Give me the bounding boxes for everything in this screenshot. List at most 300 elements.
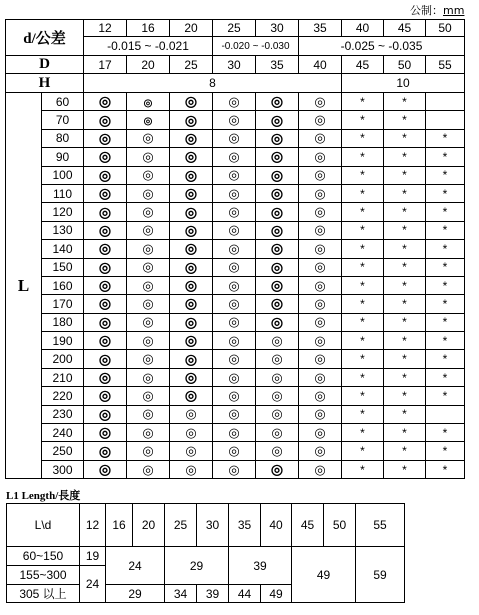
availability-cell <box>127 276 170 294</box>
small-double-circle-icon: ◎ <box>143 116 153 128</box>
D-value-cell: 20 <box>127 56 170 74</box>
availability-cell <box>127 129 170 147</box>
double-circle-icon: ◎ <box>314 93 326 109</box>
asterisk-icon: * <box>442 352 448 367</box>
availability-cell <box>299 276 342 294</box>
double-circle-icon: ◎ <box>142 240 154 256</box>
length-value-cell: 240 <box>42 424 84 442</box>
asterisk-icon: * <box>360 186 365 201</box>
double-circle-icon: ◎ <box>185 424 197 440</box>
double-circle-icon: ◎ <box>228 369 240 385</box>
asterisk-icon: * <box>402 94 407 109</box>
asterisk-icon: * <box>442 444 448 459</box>
d-value-cell: 20 <box>170 20 213 37</box>
asterisk-icon: * <box>360 205 365 220</box>
availability-cell <box>299 221 342 239</box>
availability-cell <box>299 387 342 405</box>
bold-double-circle-icon: ◎ <box>98 148 112 165</box>
availability-cell <box>426 460 465 478</box>
availability-cell <box>299 203 342 221</box>
length-value-cell: 80 <box>42 129 84 147</box>
asterisk-icon: * <box>360 94 365 109</box>
availability-cell <box>299 295 342 313</box>
asterisk-icon: * <box>360 425 365 440</box>
asterisk-icon: * <box>402 278 407 293</box>
l1-d-cell: 25 <box>165 504 197 547</box>
availability-cell <box>384 111 426 129</box>
length-row <box>6 129 465 147</box>
availability-cell <box>84 184 127 202</box>
double-circle-icon: ◎ <box>228 351 240 367</box>
asterisk-icon: * <box>402 333 407 348</box>
availability-cell <box>213 313 256 331</box>
bold-double-circle-icon: ◎ <box>270 111 284 128</box>
length-value-cell: 300 <box>42 460 84 478</box>
l1-value-cell: 39 <box>197 585 229 603</box>
availability-cell <box>384 442 426 460</box>
asterisk-icon: * <box>360 149 365 164</box>
double-circle-icon: ◎ <box>142 461 154 477</box>
availability-cell <box>256 203 299 221</box>
D-label: D <box>6 56 84 74</box>
double-circle-icon: ◎ <box>142 259 154 275</box>
availability-cell <box>299 111 342 129</box>
availability-cell <box>84 276 127 294</box>
availability-cell <box>299 184 342 202</box>
l1-value-cell: 44 <box>229 585 261 603</box>
availability-cell <box>384 387 426 405</box>
asterisk-icon: * <box>442 315 448 330</box>
bold-double-circle-icon: ◎ <box>98 461 112 477</box>
D-value-cell: 17 <box>84 56 127 74</box>
availability-cell <box>256 184 299 202</box>
double-circle-icon: ◎ <box>314 112 326 128</box>
bold-double-circle-icon: ◎ <box>98 221 112 238</box>
availability-cell <box>213 350 256 368</box>
l1-d-cell: 16 <box>106 504 133 547</box>
bold-double-circle-icon: ◎ <box>98 277 112 294</box>
availability-cell <box>256 221 299 239</box>
bold-double-circle-icon: ◎ <box>98 332 112 349</box>
availability-cell <box>84 332 127 350</box>
availability-cell <box>384 368 426 386</box>
availability-cell <box>426 166 465 184</box>
bold-double-circle-icon: ◎ <box>184 185 198 202</box>
double-circle-icon: ◎ <box>271 387 283 403</box>
asterisk-icon: * <box>402 352 407 367</box>
bold-double-circle-icon: ◎ <box>98 387 112 404</box>
availability-cell <box>342 424 384 442</box>
availability-cell <box>426 387 465 405</box>
double-circle-icon: ◎ <box>271 369 283 385</box>
availability-cell <box>127 313 170 331</box>
availability-cell <box>299 93 342 111</box>
availability-cell <box>170 405 213 423</box>
double-circle-icon: ◎ <box>228 424 240 440</box>
availability-cell <box>342 295 384 313</box>
availability-cell <box>426 184 465 202</box>
availability-cell <box>170 424 213 442</box>
availability-cell <box>426 295 465 313</box>
availability-cell <box>213 221 256 239</box>
double-circle-icon: ◎ <box>271 351 283 367</box>
double-circle-icon: ◎ <box>314 461 326 477</box>
bold-double-circle-icon: ◎ <box>270 148 284 165</box>
availability-cell <box>170 368 213 386</box>
length-value-cell: 230 <box>42 405 84 423</box>
availability-cell <box>299 442 342 460</box>
double-circle-icon: ◎ <box>142 204 154 220</box>
availability-cell <box>170 129 213 147</box>
availability-cell <box>426 111 465 129</box>
bold-double-circle-icon: ◎ <box>98 369 112 386</box>
availability-cell <box>299 368 342 386</box>
length-value-cell: 90 <box>42 148 84 166</box>
availability-cell <box>127 93 170 111</box>
bold-double-circle-icon: ◎ <box>98 295 112 312</box>
double-circle-icon: ◎ <box>142 443 154 459</box>
availability-cell <box>342 405 384 423</box>
asterisk-icon: * <box>402 260 407 275</box>
double-circle-icon: ◎ <box>314 204 326 220</box>
availability-cell <box>299 332 342 350</box>
availability-cell <box>213 111 256 129</box>
l1-d-cell: 30 <box>197 504 229 547</box>
double-circle-icon: ◎ <box>142 332 154 348</box>
availability-cell <box>170 111 213 129</box>
availability-cell <box>127 221 170 239</box>
bold-double-circle-icon: ◎ <box>184 148 198 165</box>
d-value-cell: 30 <box>256 20 299 37</box>
bold-double-circle-icon: ◎ <box>98 442 112 459</box>
availability-cell <box>127 350 170 368</box>
l1-range-cell: 155~300 <box>7 566 80 585</box>
bold-double-circle-icon: ◎ <box>184 93 198 110</box>
availability-cell <box>342 148 384 166</box>
length-row <box>6 93 465 111</box>
availability-cell <box>170 387 213 405</box>
availability-cell <box>84 203 127 221</box>
double-circle-icon: ◎ <box>314 240 326 256</box>
l1-d-cell: 20 <box>133 504 165 547</box>
bold-double-circle-icon: ◎ <box>98 203 112 220</box>
asterisk-icon: * <box>360 388 365 403</box>
availability-cell <box>127 111 170 129</box>
bold-double-circle-icon: ◎ <box>270 461 284 477</box>
D-value-cell: 50 <box>384 56 426 74</box>
length-value-cell: 140 <box>42 240 84 258</box>
l1-value-cell: 29 <box>165 547 229 585</box>
availability-cell <box>426 368 465 386</box>
asterisk-icon: * <box>442 168 448 183</box>
length-value-cell: 190 <box>42 332 84 350</box>
availability-cell <box>342 203 384 221</box>
l1-value-cell: 39 <box>229 547 292 585</box>
double-circle-icon: ◎ <box>314 332 326 348</box>
availability-cell <box>170 148 213 166</box>
availability-cell <box>213 240 256 258</box>
l1-table <box>6 503 405 603</box>
availability-cell <box>213 368 256 386</box>
availability-cell <box>299 166 342 184</box>
length-row <box>6 295 465 313</box>
availability-cell <box>342 368 384 386</box>
double-circle-icon: ◎ <box>142 295 154 311</box>
l1-value-cell: 34 <box>165 585 197 603</box>
length-value-cell: 200 <box>42 350 84 368</box>
d-value-cell: 25 <box>213 20 256 37</box>
availability-cell <box>127 368 170 386</box>
length-value-cell: 150 <box>42 258 84 276</box>
l1-value-cell: 24 <box>106 547 165 585</box>
length-value-cell: 170 <box>42 295 84 313</box>
asterisk-icon: * <box>442 462 448 477</box>
availability-cell <box>84 405 127 423</box>
double-circle-icon: ◎ <box>314 369 326 385</box>
double-circle-icon: ◎ <box>314 351 326 367</box>
availability-cell <box>127 166 170 184</box>
availability-cell <box>127 258 170 276</box>
bold-double-circle-icon: ◎ <box>270 93 284 110</box>
availability-cell <box>384 350 426 368</box>
availability-cell <box>84 148 127 166</box>
length-value-cell: 180 <box>42 313 84 331</box>
availability-cell <box>299 129 342 147</box>
double-circle-icon: ◎ <box>228 130 240 146</box>
D-value-cell: 30 <box>213 56 256 74</box>
double-circle-icon: ◎ <box>228 93 240 109</box>
availability-cell <box>127 184 170 202</box>
l1-d-cell: 50 <box>324 504 356 547</box>
availability-cell <box>84 258 127 276</box>
availability-cell <box>299 258 342 276</box>
l1-d-cell: 55 <box>356 504 405 547</box>
availability-cell <box>170 221 213 239</box>
availability-cell <box>384 295 426 313</box>
availability-cell <box>342 129 384 147</box>
asterisk-icon: * <box>402 241 407 256</box>
length-row <box>6 460 465 478</box>
availability-cell <box>256 442 299 460</box>
availability-cell <box>170 166 213 184</box>
availability-cell <box>213 129 256 147</box>
availability-cell <box>127 203 170 221</box>
availability-cell <box>213 166 256 184</box>
availability-cell <box>426 424 465 442</box>
D-value-cell: 35 <box>256 56 299 74</box>
bold-double-circle-icon: ◎ <box>98 166 112 183</box>
asterisk-icon: * <box>442 333 448 348</box>
bold-double-circle-icon: ◎ <box>184 203 198 220</box>
double-circle-icon: ◎ <box>314 295 326 311</box>
availability-cell <box>84 387 127 405</box>
asterisk-icon: * <box>360 352 365 367</box>
availability-cell <box>127 332 170 350</box>
availability-cell <box>256 387 299 405</box>
double-circle-icon: ◎ <box>314 314 326 330</box>
availability-cell <box>84 313 127 331</box>
availability-cell <box>170 276 213 294</box>
asterisk-icon: * <box>442 223 448 238</box>
availability-cell <box>213 258 256 276</box>
asterisk-icon: * <box>402 223 407 238</box>
double-circle-icon: ◎ <box>142 148 154 164</box>
length-value-cell: 60 <box>42 93 84 111</box>
availability-cell <box>426 276 465 294</box>
availability-cell <box>384 332 426 350</box>
asterisk-icon: * <box>402 205 407 220</box>
availability-cell <box>384 221 426 239</box>
asterisk-icon: * <box>360 223 365 238</box>
D-value-cell: 45 <box>342 56 384 74</box>
availability-cell <box>384 166 426 184</box>
availability-cell <box>384 203 426 221</box>
double-circle-icon: ◎ <box>185 406 197 422</box>
bold-double-circle-icon: ◎ <box>270 166 284 183</box>
bold-double-circle-icon: ◎ <box>184 332 198 349</box>
length-row <box>6 442 465 460</box>
l1-d-cell: 40 <box>261 504 292 547</box>
asterisk-icon: * <box>360 370 365 385</box>
double-circle-icon: ◎ <box>314 443 326 459</box>
double-circle-icon: ◎ <box>228 112 240 128</box>
availability-cell <box>256 405 299 423</box>
length-value-cell: 250 <box>42 442 84 460</box>
asterisk-icon: * <box>360 407 365 422</box>
availability-cell <box>213 424 256 442</box>
length-row <box>6 368 465 386</box>
double-circle-icon: ◎ <box>142 387 154 403</box>
availability-cell <box>213 442 256 460</box>
double-circle-icon: ◎ <box>228 148 240 164</box>
bold-double-circle-icon: ◎ <box>184 111 198 128</box>
H-value-cell: 10 <box>342 74 465 93</box>
availability-cell <box>256 258 299 276</box>
availability-cell <box>256 424 299 442</box>
availability-cell <box>127 460 170 478</box>
asterisk-icon: * <box>360 260 365 275</box>
asterisk-icon: * <box>360 241 365 256</box>
availability-cell <box>342 350 384 368</box>
availability-cell <box>426 148 465 166</box>
double-circle-icon: ◎ <box>185 443 197 459</box>
availability-cell <box>384 313 426 331</box>
asterisk-icon: * <box>402 462 407 477</box>
length-row <box>6 203 465 221</box>
length-value-cell: 70 <box>42 111 84 129</box>
asterisk-icon: * <box>402 149 407 164</box>
double-circle-icon: ◎ <box>271 443 283 459</box>
availability-cell <box>213 203 256 221</box>
asterisk-icon: * <box>442 388 448 403</box>
availability-cell <box>256 332 299 350</box>
double-circle-icon: ◎ <box>142 222 154 238</box>
length-row <box>6 166 465 184</box>
availability-cell <box>426 332 465 350</box>
availability-cell <box>342 258 384 276</box>
availability-cell <box>213 148 256 166</box>
tolerance-cell: -0.015 ~ -0.021 <box>84 37 213 56</box>
availability-cell <box>170 350 213 368</box>
l1-title: L1 Length/長度 <box>6 490 81 502</box>
availability-cell <box>342 93 384 111</box>
availability-cell <box>213 184 256 202</box>
bold-double-circle-icon: ◎ <box>98 185 112 202</box>
double-circle-icon: ◎ <box>314 259 326 275</box>
bold-double-circle-icon: ◎ <box>98 405 112 422</box>
spec-table <box>5 19 465 479</box>
double-circle-icon: ◎ <box>142 424 154 440</box>
double-circle-icon: ◎ <box>314 130 326 146</box>
bold-double-circle-icon: ◎ <box>184 277 198 294</box>
availability-cell <box>256 166 299 184</box>
double-circle-icon: ◎ <box>314 406 326 422</box>
D-value-cell: 40 <box>299 56 342 74</box>
bold-double-circle-icon: ◎ <box>98 129 112 146</box>
availability-cell <box>426 221 465 239</box>
availability-cell <box>213 295 256 313</box>
availability-cell <box>127 424 170 442</box>
asterisk-icon: * <box>442 205 448 220</box>
availability-cell <box>213 460 256 478</box>
double-circle-icon: ◎ <box>228 332 240 348</box>
availability-cell <box>256 368 299 386</box>
asterisk-icon: * <box>360 296 365 311</box>
asterisk-icon: * <box>442 370 448 385</box>
length-row <box>6 405 465 423</box>
double-circle-icon: ◎ <box>142 185 154 201</box>
availability-cell <box>170 184 213 202</box>
asterisk-icon: * <box>402 315 407 330</box>
availability-cell <box>127 405 170 423</box>
bold-double-circle-icon: ◎ <box>270 313 284 330</box>
double-circle-icon: ◎ <box>228 387 240 403</box>
asterisk-icon: * <box>442 149 448 164</box>
availability-cell <box>84 221 127 239</box>
length-row <box>6 240 465 258</box>
availability-cell <box>299 313 342 331</box>
d-value-cell: 50 <box>426 20 465 37</box>
l1-range-cell: 60~150 <box>7 547 80 566</box>
l1-corner: L\d <box>7 504 80 547</box>
length-row <box>6 184 465 202</box>
availability-cell <box>426 405 465 423</box>
double-circle-icon: ◎ <box>314 167 326 183</box>
small-double-circle-icon: ◎ <box>143 97 153 109</box>
asterisk-icon: * <box>402 186 407 201</box>
availability-cell <box>127 148 170 166</box>
asterisk-icon: * <box>360 278 365 293</box>
availability-cell <box>256 129 299 147</box>
double-circle-icon: ◎ <box>142 351 154 367</box>
double-circle-icon: ◎ <box>314 222 326 238</box>
double-circle-icon: ◎ <box>228 277 240 293</box>
availability-cell <box>384 424 426 442</box>
D-value-cell: 25 <box>170 56 213 74</box>
availability-cell <box>426 240 465 258</box>
availability-cell <box>426 129 465 147</box>
bold-double-circle-icon: ◎ <box>184 166 198 183</box>
availability-cell <box>384 93 426 111</box>
double-circle-icon: ◎ <box>228 295 240 311</box>
l1-value-cell: 59 <box>356 547 405 603</box>
bold-double-circle-icon: ◎ <box>184 258 198 275</box>
bold-double-circle-icon: ◎ <box>184 295 198 312</box>
availability-cell <box>84 295 127 313</box>
availability-cell <box>170 295 213 313</box>
availability-cell <box>384 184 426 202</box>
double-circle-icon: ◎ <box>314 387 326 403</box>
